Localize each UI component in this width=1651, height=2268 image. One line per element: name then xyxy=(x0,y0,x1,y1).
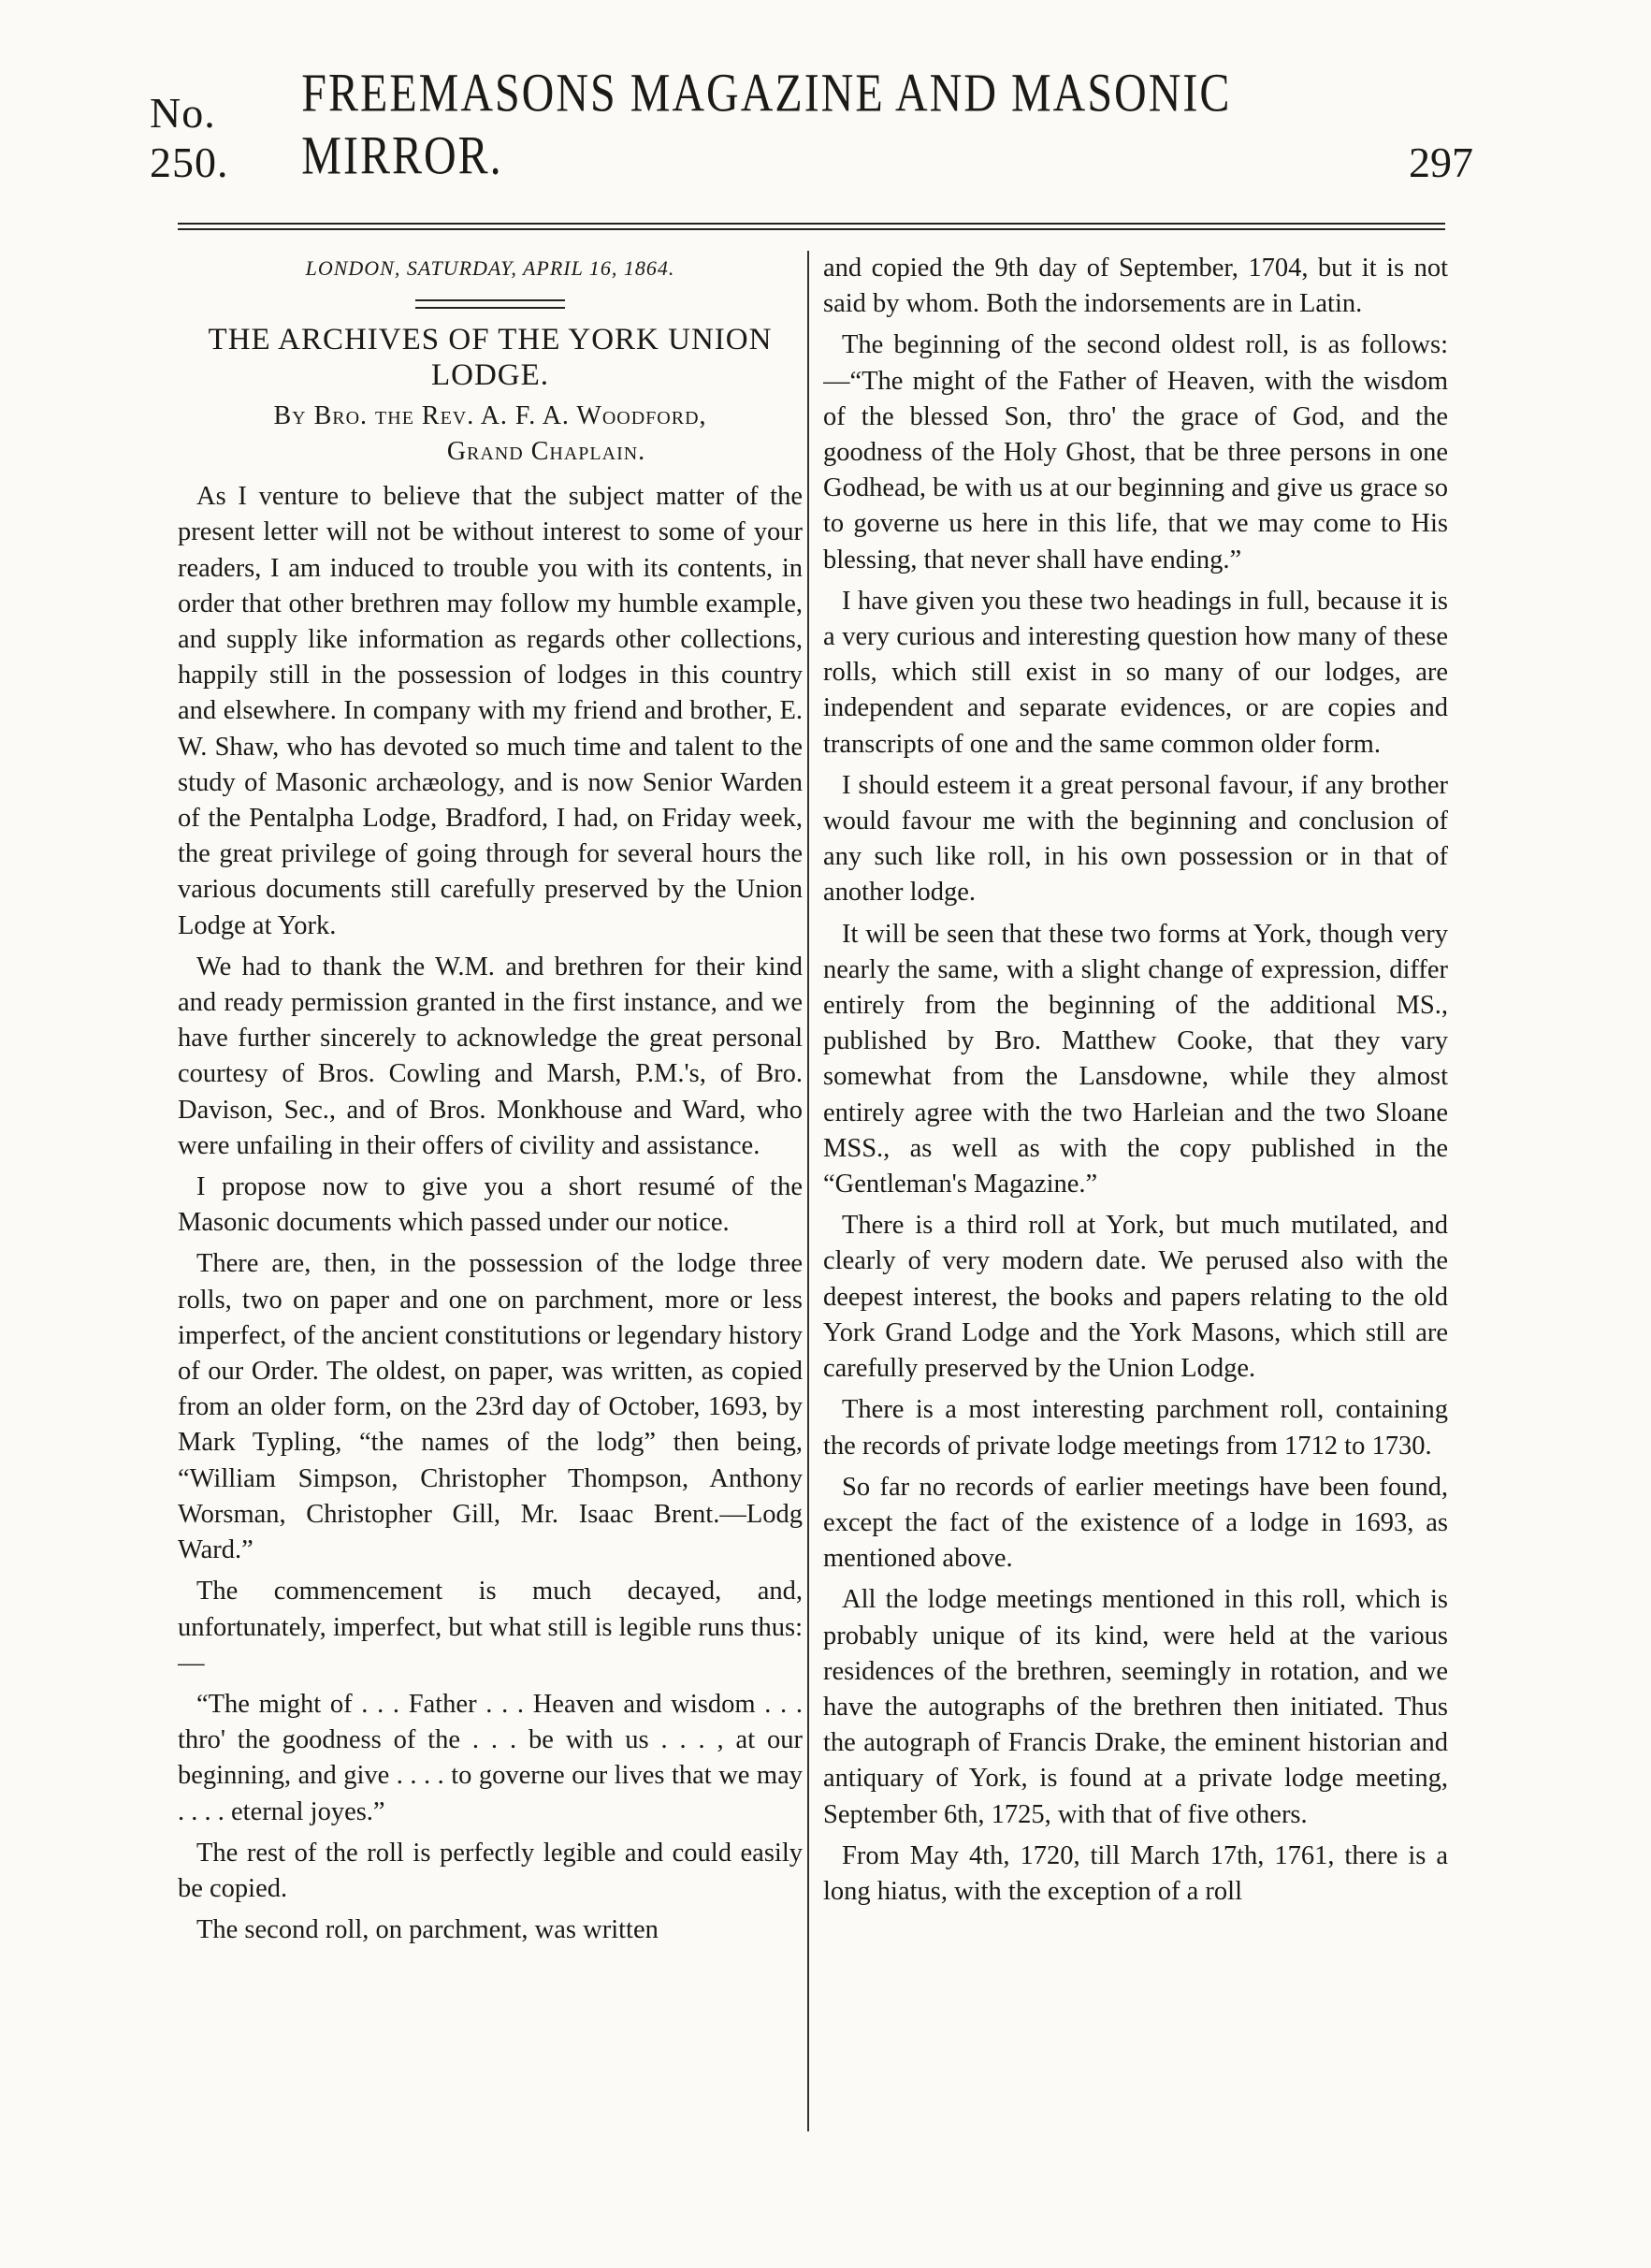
paragraph: I should esteem it a great personal favour, if any brother would favour me with the beginning and conclusion of any such like roll, in his own possession or in that of another lodge. xyxy=(823,770,1448,908)
byline-office: Grand Chaplain. xyxy=(446,437,646,467)
byline-author: By Bro. the Rev. A. F. A. Woodford, xyxy=(273,401,707,431)
paragraph: As I venture to believe that the subject matter of the present letter will not be without interest to some of your readers, I am induced to trouble you with its contents, in order that other brethren may follow my humble example, and supply like information as regards other collections, happily still in the possession of lodges in this country and elsewhere. In company with my friend and brother, E. W. Shaw, who has devoted so much time and talent to the study of Masonic archæology, and is now Senior Warden of the Pentalpha Lodge, Bradford, I had, on Friday week, the great privilege of going through for several hours the various documents still carefully preserved by the Union Lodge at York. xyxy=(178,482,803,940)
page-number: 297 xyxy=(1409,138,1473,186)
paragraph: I have given you these two headings in full, because it is a very curious and interesting question how many of these rolls, which still exist in so many of our lodges, are independent and separate evidences, or are copies and transcripts of one and the same common older form. xyxy=(823,586,1448,759)
paragraph: There is a third roll at York, but much mutilated, and clearly of very modern date. We perused also with the deepest interest, the books and papers relating to the old York Grand Lodge and the York Masons, which still are carefully preserved by the Union Lodge. xyxy=(823,1211,1448,1384)
title-rule xyxy=(415,299,565,309)
paragraph: The beginning of the second oldest roll, is as follows:—“The might of the Father of Heaven, with the wisdom of the blessed Son, thro' the grace of God, and the goodness of the Holy Ghost, that be three persons in one Godhead, be with us at our beginning and give us grace so to governe us here in this life, that we may come to His blessing, that never shall have ending.” xyxy=(823,330,1448,574)
paragraph: The commencement is much decayed, and, unfortunately, imperfect, but what still is legible runs thus:— xyxy=(178,1577,803,1678)
paragraph: I propose now to give you a short resumé of the Masonic documents which passed under our notice. xyxy=(178,1172,803,1238)
header-rule-bottom xyxy=(178,228,1445,230)
byline xyxy=(178,399,803,470)
paragraph: and copied the 9th day of September, 1704, but it is not said by whom. Both the indorsements are in Latin. xyxy=(823,254,1448,319)
paragraph: The rest of the roll is perfectly legible and could easily be copied. xyxy=(178,1838,803,1903)
paragraph: There is a most interesting parchment roll, containing the records of private lodge meetings from 1712 to 1730. xyxy=(823,1395,1448,1461)
column-divider xyxy=(807,251,809,2131)
paragraph: All the lodge meetings mentioned in this roll, which is probably unique of its kind, were held at the various residences of the brethren, seemingly in rotation, and we have the autographs of the brethren then initiated. Thus the autograph of Francis Drake, the eminent historian and antiquary of York, is found at a private lodge meeting, September 6th, 1725, with that of five others. xyxy=(823,1585,1448,1829)
paragraph: So far no records of earlier meetings have been found, except the fact of the existence of a lodge in 1693, as mentioned above. xyxy=(823,1472,1448,1574)
magazine-title: FREEMASONS MAGAZINE AND MASONIC MIRROR. xyxy=(301,63,1232,186)
running-head xyxy=(150,63,1473,187)
paragraph: From May 4th, 1720, till March 17th, 1761, there is a long hiatus, with the exception of a roll xyxy=(823,1840,1448,1906)
paragraph: We had to thank the W.M. and brethren for their kind and ready permission granted in the first instance, and we have further sincerely to acknowledge the great personal courtesy of Bros. Cowling and Marsh, P.M.'s, of Bro. Davison, Sec., and of Bros. Monkhouse and Ward, who were unfailing in their offers of civility and assistance. xyxy=(178,952,803,1160)
paragraph: The second roll, on parchment, was written xyxy=(196,1915,659,1945)
quoted-passage: “The might of . . . Father . . . Heaven and wisdom . . . thro' the goodness of the . . . be with us . . . , at our beginning, and give . . . . to governe our lives that we may . . . . eternal joyes.” xyxy=(178,1689,803,1826)
left-column xyxy=(178,251,803,2141)
issue-number: No. 250. xyxy=(150,89,229,186)
article-title: THE ARCHIVES OF THE YORK UNION LODGE. xyxy=(208,323,773,393)
paragraph: There are, then, in the possession of the lodge three rolls, two on paper and one on parchment, more or less imperfect, of the ancient constitutions or legendary history of our Order. The oldest, on paper, was written, as copied from an older form, on the 23rd day of October, 1693, by Mark Typling, “the names of the lodg” then being, “William Simpson, Christopher Thompson, Anthony Worsman, Christopher Gill, Mr. Isaac Brent.—Lodg Ward.” xyxy=(178,1249,803,1565)
paragraph: It will be seen that these two forms at York, though very nearly the same, with a slight change of expression, differ entirely from the beginning of the additional MS., published by Bro. Matthew Cooke, that they vary somewhat from the Lansdowne, while they almost entirely agree with the two Harleian and the two Sloane MSS., as well as with the copy published in the “Gentleman's Magazine.” xyxy=(823,919,1448,1199)
right-column xyxy=(823,251,1448,2141)
header-rule-top xyxy=(178,223,1445,225)
dateline: LONDON, SATURDAY, APRIL 16, 1864. xyxy=(305,256,675,280)
